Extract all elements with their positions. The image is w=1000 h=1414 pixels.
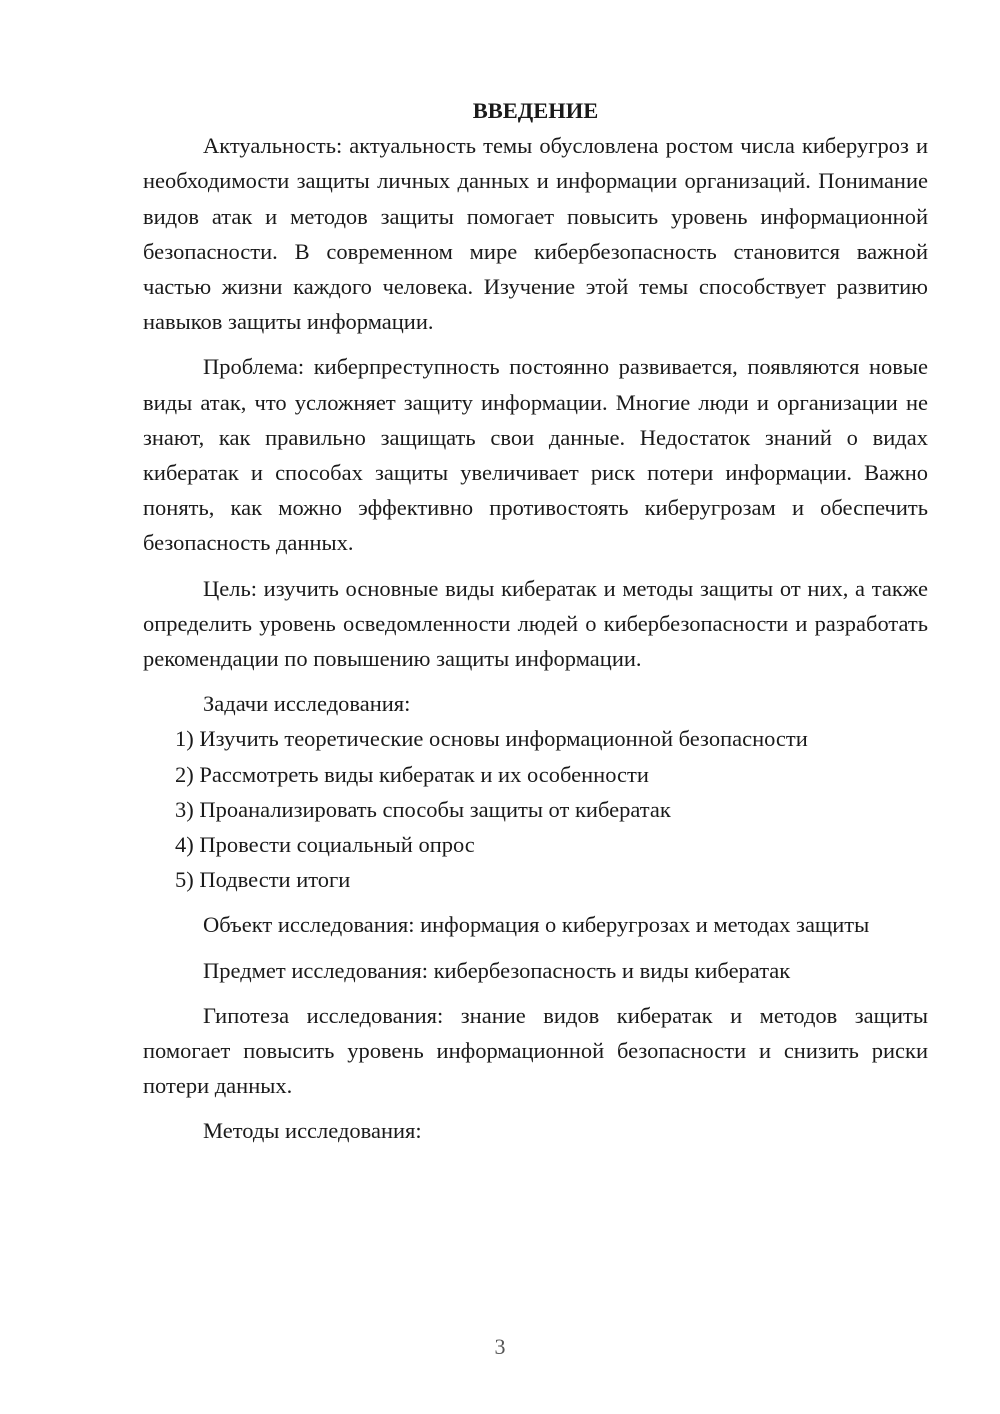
relevance-paragraph: Актуальность: актуальность темы обусловлена ростом числа киберугроз и необходимости защиты личных данных и информации организаций. Понимание видов атак и методов защиты помогает повысить уровень информационной безопасности. В современном мире кибербезопасность становится важной частью жизни каждого человека. Изучение этой темы способствует развитию навыков защиты информации. — [143, 133, 928, 335]
task-item: 4) Провести социальный опрос — [175, 832, 475, 858]
task-item: 5) Подвести итоги — [175, 867, 351, 893]
section-title: ВВЕДЕНИЕ — [472, 98, 599, 123]
task-item: 2) Рассмотреть виды кибератак и их особенности — [175, 761, 649, 787]
task-item: 1) Изучить теоретические основы информационной безопасности — [175, 726, 808, 752]
tasks-heading: Задачи исследования: — [203, 691, 411, 717]
page-number: 3 — [494, 1334, 506, 1359]
subject-paragraph: Предмет исследования: кибербезопасность и виды кибератак — [203, 957, 791, 983]
hypothesis-paragraph: Гипотеза исследования: знание видов кибератак и методов защиты помогает повысить уровень информационной безопасности и снизить риски потери данных. — [143, 1002, 928, 1099]
task-item: 3) Проанализировать способы защиты от кибератак — [175, 796, 671, 822]
document-body — [143, 93, 928, 1149]
goal-paragraph: Цель: изучить основные виды кибератак и методы защиты от них, а также определить уровень осведомленности людей о кибербезопасности и разработать рекомендации по повышению защиты информации. — [143, 575, 928, 672]
object-paragraph: Объект исследования: информация о киберугрозах и методах защиты — [203, 912, 870, 938]
problem-paragraph: Проблема: киберпреступность постоянно развивается, появляются новые виды атак, что усложняет защиту информации. Многие люди и организации не знают, как правильно защищать свои данные. Недостаток знаний о видах кибератак и способах защиты увеличивает риск потери информации. Важно понять, как можно эффективно противостоять киберугрозам и обеспечить безопасность данных. — [143, 354, 928, 556]
methods-heading: Методы исследования: — [203, 1118, 422, 1144]
